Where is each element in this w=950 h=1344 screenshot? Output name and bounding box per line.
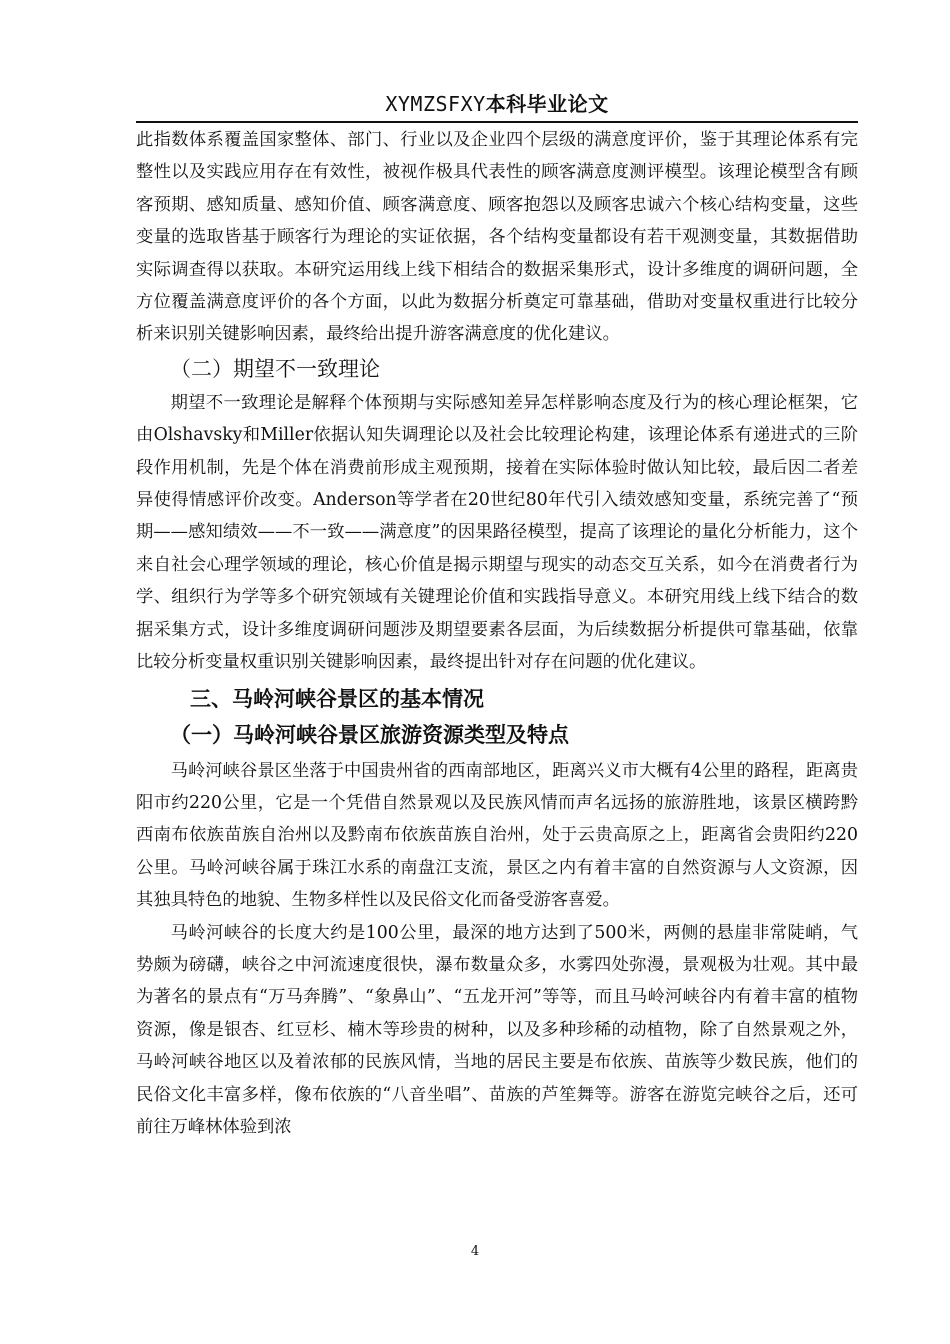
header-title: 本科毕业论文 bbox=[485, 92, 609, 116]
paragraph-canyon-features: 马岭河峡谷的长度大约是100公里，最深的地方达到了500米，两侧的悬崖非常陡峭，气势颇为磅礴，峡谷之中河流速度很快，瀑布数量众多，水雾四处弥漫，景观极为壮观。其中最为著名的景点有“万马奔腾”、“象鼻山”、“五龙开河”等等，而且马岭河峡谷内有着丰富的植物资源，像是银杏、红豆杉、楠木等珍贵的树种，以及多种珍稀的动植物，除了自然景观之外，马岭河峡谷地区以及着浓郁的民族风情，当地的居民主要是布依族、苗族等少数民族，他们的民俗文化丰富多样，像布依族的“八音坐唱”、苗族的芦笙舞等。游客在游览完峡谷之后，还可前往万峰林体验到浓 bbox=[136, 922, 858, 1137]
header-code: XYMZSFXY bbox=[385, 92, 486, 116]
body-content bbox=[136, 124, 858, 1143]
header-rule bbox=[136, 121, 858, 123]
heading-section-3: 三、马岭河峡谷景区的基本情况 bbox=[190, 686, 484, 711]
heading-resources: （一）马岭河峡谷景区旅游资源类型及特点 bbox=[170, 722, 569, 747]
paragraph-expectation-theory: 期望不一致理论是解释个体预期与实际感知差异怎样影响态度及行为的核心理论框架，它由Olshavsky和Miller依据认知失调理论以及社会比较理论构建，该理论体系有递进式的三阶段作用机制，先是个体在消费前形成主观预期，接着在实际体验时做认知比较，最后因二者差异使得情感评价改变。Anderson等学者在20世纪80年代引入绩效感知变量，系统完善了“预期——感知绩效——不一致——满意度”的因果路径模型，提高了该理论的量化分析能力，这个来自社会心理学领域的理论，核心价值是揭示期望与现实的动态交互关系，如今在消费者行为学、组织行为学等多个研究领域有关键理论价值和实践指导意义。本研究用线上线下结合的数据采集方式，设计多维度调研问题涉及期望要素各层面，为后续数据分析提供可靠基础，依靠比较分析变量权重识别关键影响因素，最终提出针对存在问题的优化建议。 bbox=[136, 392, 858, 673]
heading-expectation-theory: （二）期望不一致理论 bbox=[170, 356, 380, 381]
page-header bbox=[136, 90, 858, 118]
page-number: 4 bbox=[470, 1244, 480, 1259]
paragraph-acsi-model: 此指数体系覆盖国家整体、部门、行业以及企业四个层级的满意度评价，鉴于其理论体系有完整性以及实践应用存在有效性，被视作极具代表性的顾客满意度测评模型。该理论模型含有顾客预期、感知质量、感知价值、顾客满意度、顾客抱怨以及顾客忠诚六个核心结构变量，这些变量的选取皆基于顾客行为理论的实证依据，各个结构变量都设有若干观测变量，其数据借助实际调查得以获取。本研究运用线上线下相结合的数据采集形式，设计多维度的调研问题，全方位覆盖满意度评价的各个方面，以此为数据分析奠定可靠基础，借助对变量权重进行比较分析来识别关键影响因素，最终给出提升游客满意度的优化建议。 bbox=[136, 130, 858, 345]
paragraph-location: 马岭河峡谷景区坐落于中国贵州省的西南部地区，距离兴义市大概有4公里的路程，距离贵阳市约220公里，它是一个凭借自然景观以及民族风情而声名远扬的旅游胜地，该景区横跨黔西南布依族苗族自治州以及黔南布依族苗族自治州，处于云贵高原之上，距离省会贵阳约220公里。马岭河峡谷属于珠江水系的南盘江支流，景区之内有着丰富的自然资源与人文资源，因其独具特色的地貌、生物多样性以及民俗文化而备受游客喜爱。 bbox=[136, 760, 858, 911]
